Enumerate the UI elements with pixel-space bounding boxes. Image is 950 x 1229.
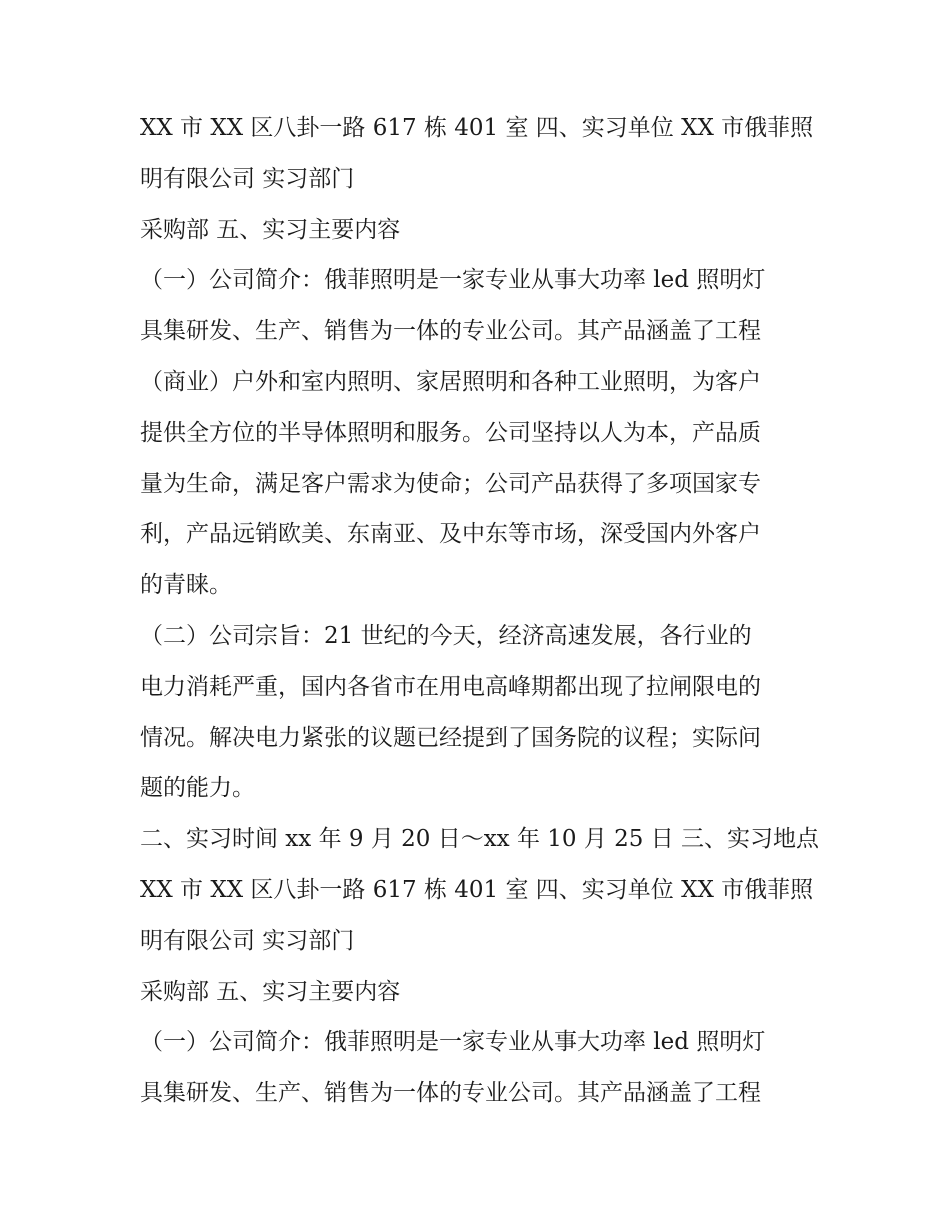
text-line: 利，产品远销欧美、东南亚、及中东等市场，深受国内外客户: [140, 521, 761, 548]
text-line: （一）公司简介：俄菲照明是一家专业从事大功率 led 照明灯: [140, 267, 766, 294]
text-line: 二、实习时间 xx 年 9 月 20 日～xx 年 10 月 25 日 三、实习地点: [140, 826, 820, 853]
text-line: 明有限公司 实习部门: [140, 165, 355, 192]
text-line: 电力消耗严重，国内各省市在用电高峰期都出现了拉闸限电的: [140, 673, 761, 700]
text-line: （二）公司宗旨：21 世纪的今天，经济高速发展，各行业的: [140, 622, 752, 649]
text-line: 情况。解决电力紧张的议题已经提到了国务院的议程；实际问: [140, 724, 761, 751]
text-line: （商业）户外和室内照明、家居照明和各种工业照明，为客户: [140, 368, 761, 395]
document-body: [140, 103, 820, 1119]
text-line: XX 市 XX 区八卦一路 617 栋 401 室 四、实习单位 XX 市俄菲照: [140, 115, 814, 141]
text-line: 具集研发、生产、销售为一体的专业公司。其产品涵盖了工程: [140, 1080, 761, 1107]
text-line: （一）公司简介：俄菲照明是一家专业从事大功率 led 照明灯: [140, 1029, 766, 1056]
text-line: 量为生命，满足客户需求为使命；公司产品获得了多项国家专: [140, 470, 761, 497]
text-line: 提供全方位的半导体照明和服务。公司坚持以人为本，产品质: [140, 419, 761, 446]
text-line: 具集研发、生产、销售为一体的专业公司。其产品涵盖了工程: [140, 318, 761, 345]
text-line: 采购部 五、实习主要内容: [140, 978, 401, 1005]
text-line: 题的能力。: [140, 775, 255, 802]
text-line: 明有限公司 实习部门: [140, 927, 355, 954]
text-line: 采购部 五、实习主要内容: [140, 216, 401, 243]
text-line: 的青睐。: [140, 572, 232, 599]
text-line: XX 市 XX 区八卦一路 617 栋 401 室 四、实习单位 XX 市俄菲照: [140, 876, 814, 903]
